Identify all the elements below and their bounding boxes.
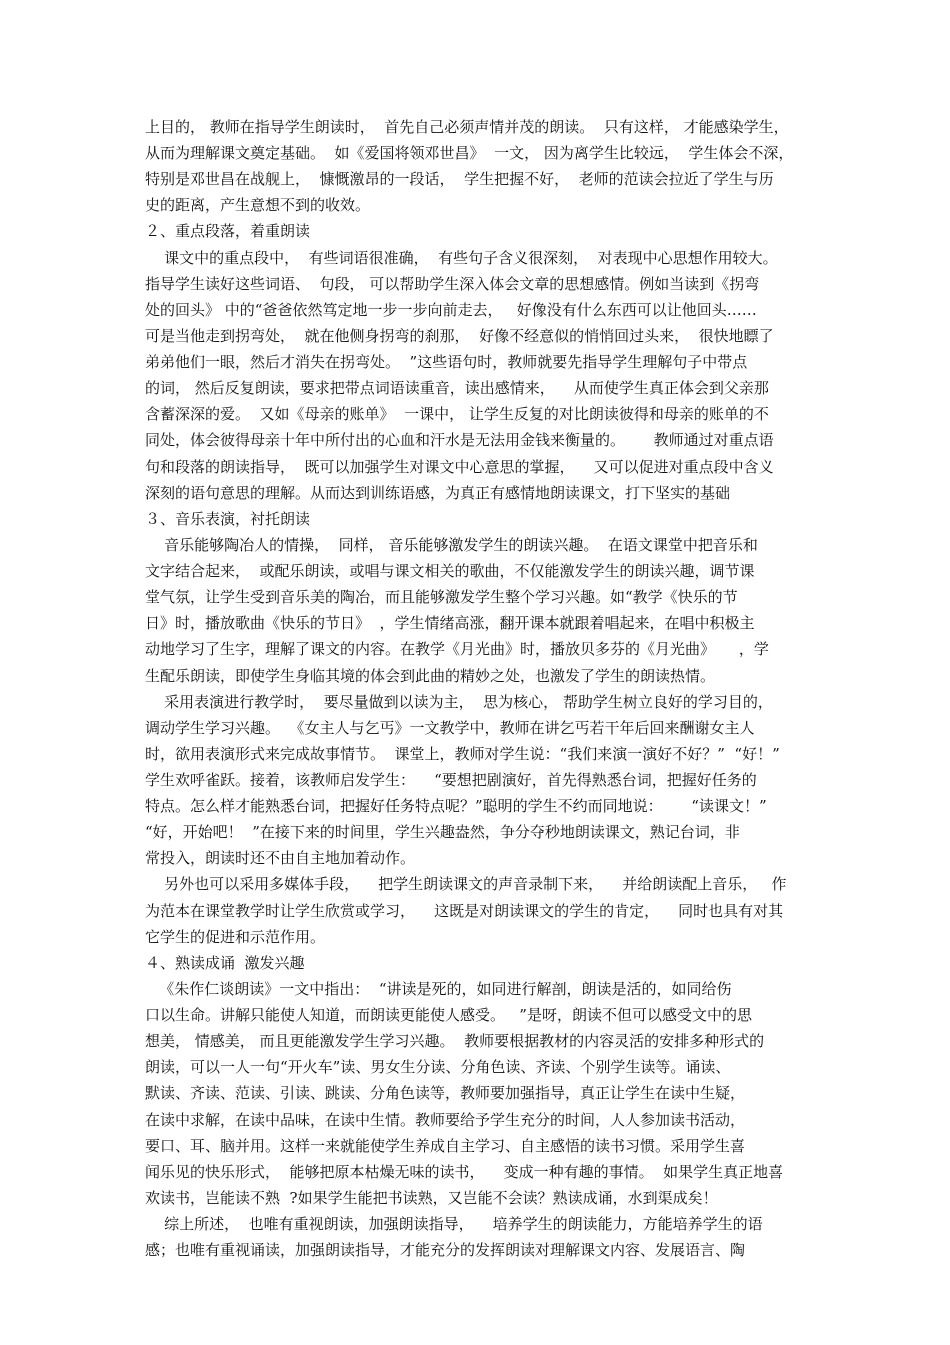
text-line: 上目的， 教师在指导学生朗读时， 首先自己必须声情并茂的朗读。 只有这样， 才能感染学生， xyxy=(145,118,789,136)
text-line: 《朱作仁谈朗读》一文中指出： “讲读是死的，如同进行解剖，朗读是活的，如同给伤 xyxy=(145,979,732,998)
text-line: 想美， 情感美， 而且更能激发学生学习兴趣。 教师要根据教材的内容灵活的安排多种形式的 xyxy=(145,1032,765,1051)
text-line: 堂气氛，让学生受到音乐美的陶冶，而且能够激发学生整个学习兴趣。如“教学《快乐的节 xyxy=(145,588,738,607)
text-line: 要口、耳、脑并用。这样一来就能使学生养成自主学习、自主感悟的读书习惯。采用学生喜 xyxy=(145,1136,746,1155)
text-line: 同处，体会彼得母亲十年中所付出的心血和汗水是无法用金钱来衡量的。 教师通过对重点语 xyxy=(145,431,774,450)
text-line: 含蓄深深的爱。 又如《母亲的账单》 一课中， 让学生反复的对比朗读彼得和母亲的账单的不 xyxy=(145,405,769,424)
text-line: 调动学生学习兴趣。 《女主人与乞丐》一文教学中，教师在讲乞丐若干年后回来酬谢女主人 xyxy=(145,718,755,737)
text-line: 默读、齐读、范读、引读、跳读、分角色读等，教师要加强指导，真正让学生在读中生疑， xyxy=(145,1084,746,1103)
text-line: 从而为理解课文奠定基础。 如《爱国将领邓世昌》 一文， 因为离学生比较远， 学生体会不深， xyxy=(145,144,794,163)
text-line: 音乐能够陶冶人的情操， 同样， 音乐能够激发学生的朗读兴趣。 在语文课堂中把音乐和 xyxy=(145,535,758,554)
text-line: 史的距离，产生意想不到的收效。 xyxy=(145,196,371,215)
text-line: 文字结合起来， 或配乐朗读，或唱与课文相关的歌曲，不仅能激发学生的朗读兴趣，调节课 xyxy=(145,562,755,581)
text-line: 它学生的促进和示范作用。 xyxy=(145,927,326,946)
text-line: 的词， 然后反复朗读，要求把带点词语读重音，读出感情来， 从而使学生真正体会到父亲那 xyxy=(145,379,769,398)
text-line: 处的回头》 中的“爸爸依然笃定地一步一步向前走去， 好像没有什么东西可以让他回头…… xyxy=(145,300,757,319)
text-line: 常投入，朗读时还不由自主地加着动作。 xyxy=(145,849,416,868)
text-line: 可是当他走到拐弯处， 就在他侧身拐弯的刹那， 好像不经意似的悄悄回过头来， 很快地瞟了 xyxy=(145,326,774,345)
text-line: 句和段落的朗读指导， 既可以加强学生对课文中心意思的掌握， 又可以促进对重点段中含义 xyxy=(145,457,774,476)
text-line: 朗读，可以一人一句“开火车”读、男女生分读、分角色读、齐读、个别学生读等。诵读、 xyxy=(145,1058,731,1077)
text-line: 为范本在课堂教学时让学生欣赏或学习， 这既是对朗读课文的学生的肯定， 同时也具有对其 xyxy=(145,901,784,920)
text-line: ３、音乐表演，衬托朗读 xyxy=(145,509,311,528)
text-line: 特别是邓世昌在战舰上， 慷慨激昂的一段话， 学生把握不好， 老师的范读会拉近了学生与历 xyxy=(145,170,774,189)
text-line: 闻乐见的快乐形式， 能够把原本枯燥无味的读书， 变成一种有趣的事情。 如果学生真正地喜 xyxy=(145,1162,784,1181)
text-line: 特点。怎么样才能熟悉台词，把握好任务特点呢？”聪明的学生不约而同地说： “读课文！” xyxy=(145,797,767,816)
text-line: “好，开始吧！ ”在接下来的时间里，学生兴趣盎然，争分夺秒地朗读课文，熟记台词，非 xyxy=(145,823,740,842)
text-line: ４、熟读成诵 激发兴趣 xyxy=(145,953,305,972)
text-line: 采用表演进行教学时， 要尽量做到以读为主， 思为核心， 帮助学生树立良好的学习目的， xyxy=(145,692,773,711)
text-line: 感；也唯有重视诵读，加强朗读指导，才能充分的发挥朗读对理解课文内容、发展语言、陶 xyxy=(145,1241,746,1260)
text-line: 弟弟他们一眼，然后才消失在拐弯处。 ”这些语句时，教师就要先指导学生理解句子中带点 xyxy=(145,353,748,372)
text-line: 日》时，播放歌曲《快乐的节日》 ，学生情绪高涨，翻开课本就跟着唱起来，在唱中积极主 xyxy=(145,614,755,633)
text-line: 时，欲用表演形式来完成故事情节。 课堂上，教师对学生说：“我们来演一演好不好？” “好！” xyxy=(145,744,780,763)
text-line: 另外也可以采用多媒体手段， 把学生朗读课文的声音录制下来， 并给朗读配上音乐， 作 xyxy=(145,875,787,894)
text-line: 指导学生读好这些词语、 句段， 可以帮助学生深入体会文章的思想感情。例如当读到《拐弯 xyxy=(145,274,760,293)
text-line: 欢读书，岂能读不熟 ?如果学生能把书读熟，又岂能不会读？熟读成诵，水到渠成矣！ xyxy=(145,1188,718,1207)
text-line: ２、重点段落，着重朗读 xyxy=(145,222,311,241)
text-line: 学生欢呼雀跃。接着，该教师启发学生： “要想把剧演好，首先得熟悉台词，把握好任务的 xyxy=(145,771,757,789)
text-line: 口以生命。讲解只能使人知道，而朗读更能使人感受。 ”是呀，朗读不但可以感受文中的思 xyxy=(145,1006,752,1025)
text-line: 课文中的重点段中， 有些词语很准确， 有些句子含义很深刻， 对表现中心思想作用较大。 xyxy=(145,248,778,267)
text-line: 综上所述， 也唯有重视朗读，加强朗读指导， 培养学生的朗读能力，方能培养学生的语 xyxy=(145,1215,763,1234)
text-line: 动地学习了生字，理解了课文的内容。在教学《月光曲》时，播放贝多芬的《月光曲》 ，学 xyxy=(145,640,769,659)
text-line: 深刻的语句意思的理解。从而达到训练语感，为真正有感情地朗读课文，打下坚实的基础 xyxy=(145,483,731,502)
text-line: 在读中求解，在读中品味，在读中生情。教师要给予学生充分的时间，人人参加读书活动， xyxy=(145,1110,746,1129)
text-line: 生配乐朗读，即使学生身临其境的体会到此曲的精妙之处，也激发了学生的朗读热情。 xyxy=(145,666,716,685)
